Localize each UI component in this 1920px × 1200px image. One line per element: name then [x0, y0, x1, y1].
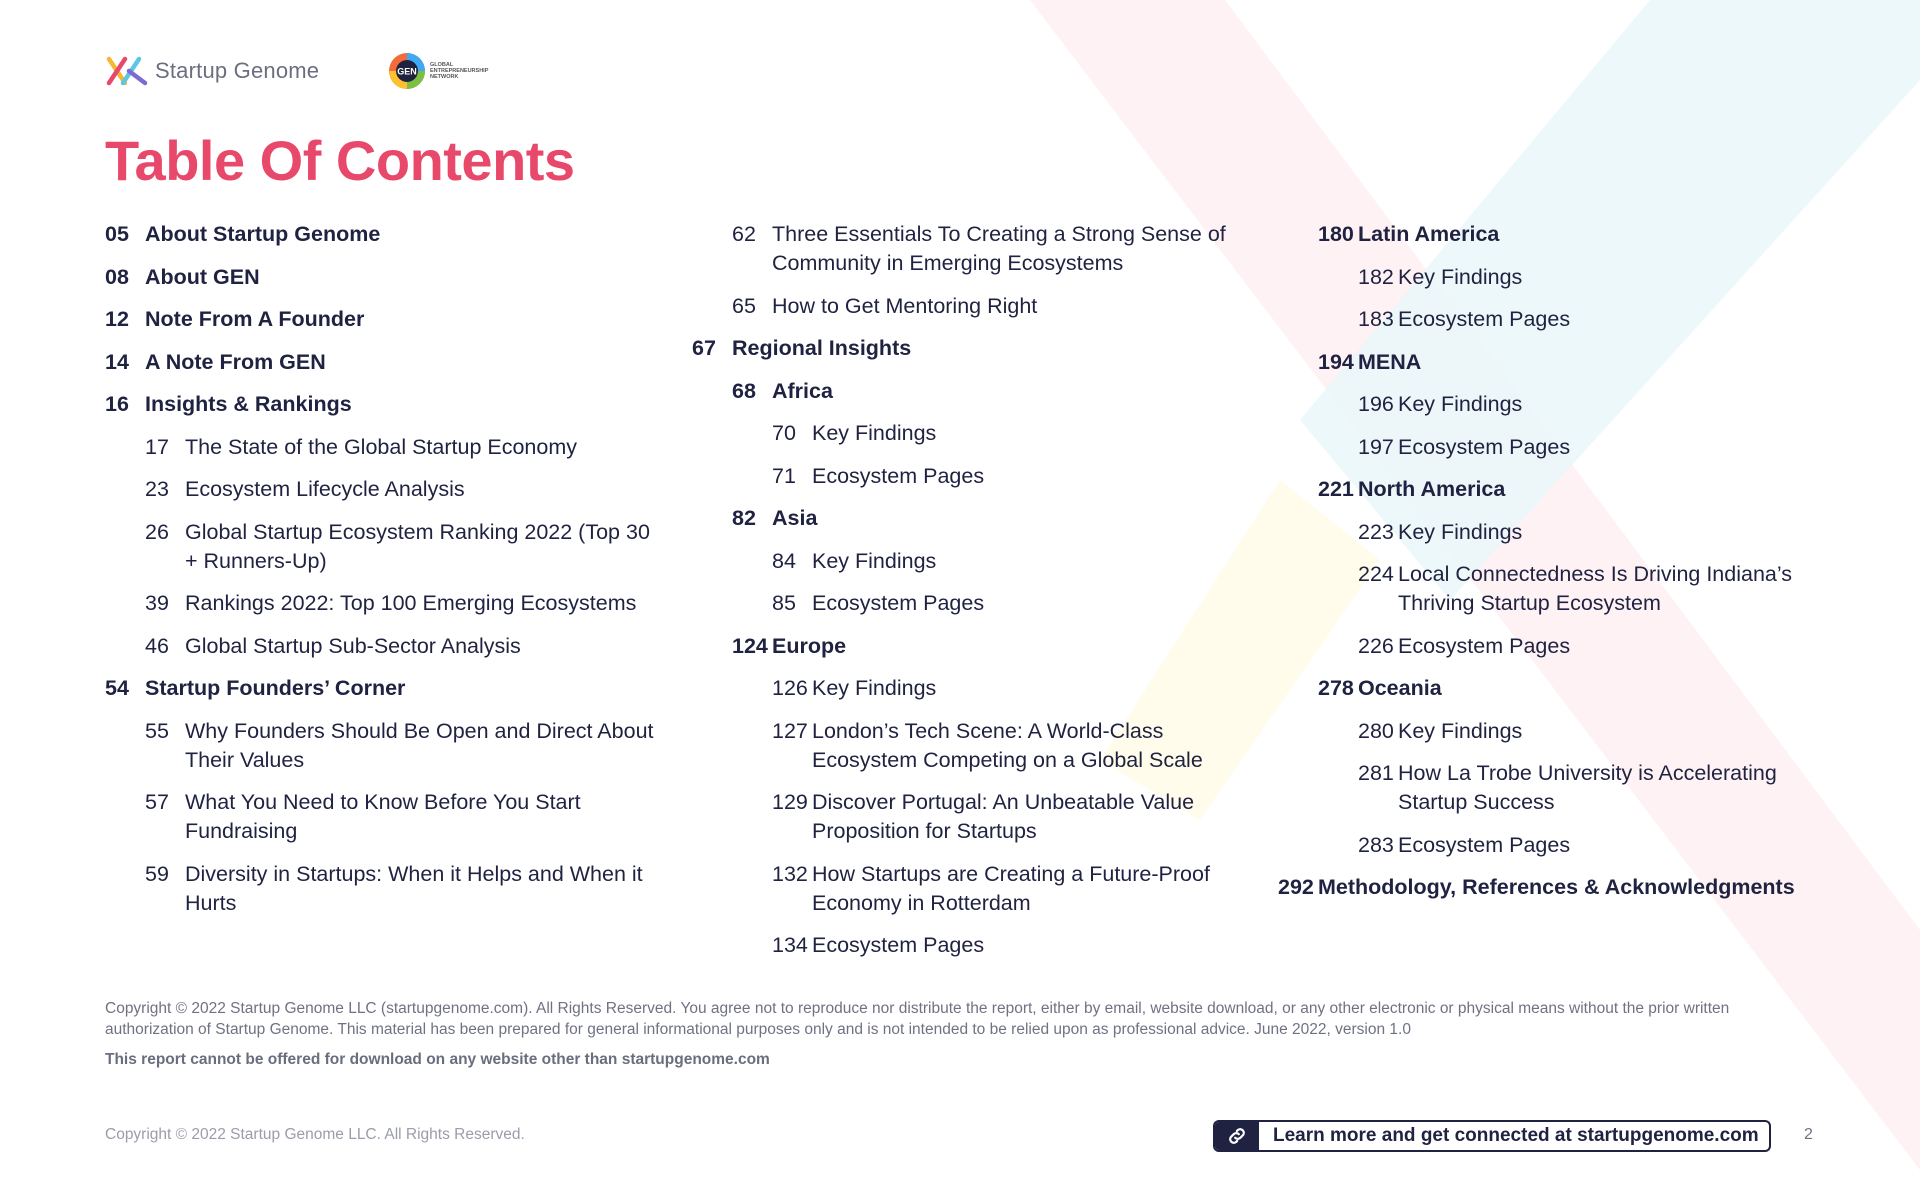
toc-entry[interactable] [692, 717, 1252, 775]
toc-page-number: 278 [1318, 676, 1354, 700]
toc-entry-title: Global Startup Ecosystem Ranking 2022 (Top 30 + Runners-Up) [185, 519, 650, 573]
toc-page-number: 223 [1358, 519, 1394, 544]
toc-page-number: 05 [105, 222, 129, 246]
copyright-text: Copyright © 2022 Startup Genome LLC (startupgenome.com). All Rights Reserved. You agree not to reproduce nor distribute the report, either by email, website download, or any other electronic or physical means without the prior written authorization of Startup Genome. This material has been prepared for general informational purposes only and is not intended to be relied upon as professional advice. June 2022, version 1.0 [105, 1000, 1730, 1038]
toc-entry[interactable] [105, 518, 665, 576]
toc-page-number: 59 [145, 861, 169, 886]
learn-more-link[interactable] [1213, 1120, 1771, 1152]
toc-entry-title: How Startups are Creating a Future-Proof Economy in Rotterdam [812, 861, 1210, 915]
toc-entry[interactable] [692, 547, 1252, 576]
gen-logo-icon [388, 52, 426, 90]
toc-column-2 [692, 220, 1252, 974]
gen-line: GLOBAL [430, 62, 454, 68]
toc-entry[interactable] [1278, 305, 1838, 334]
toc-entry-title: Ecosystem Lifecycle Analysis [185, 477, 465, 501]
toc-page-number: 183 [1358, 307, 1394, 331]
toc-entry[interactable] [1278, 220, 1838, 249]
footer-copyright: Copyright © 2022 Startup Genome LLC. All Rights Reserved. [105, 1126, 525, 1143]
toc-entry-title: Europe [772, 633, 847, 658]
toc-entry[interactable] [692, 292, 1252, 321]
toc-page-number: 82 [732, 506, 756, 530]
toc-page-number: 196 [1358, 392, 1394, 416]
toc-entry-title: Ecosystem Pages [1398, 633, 1571, 658]
toc-entry-title: How La Trobe University is Accelerating Startup Success [1398, 761, 1777, 814]
toc-entry[interactable] [105, 263, 665, 292]
toc-page-number: 129 [772, 790, 808, 814]
toc-entry-title: Rankings 2022: Top 100 Emerging Ecosystems [185, 591, 637, 615]
startup-genome-logo-icon [105, 51, 151, 91]
toc-entry[interactable] [1278, 390, 1838, 419]
brand-wordmark: Startup Genome [155, 58, 320, 83]
toc-page-number: 221 [1318, 477, 1354, 501]
toc-page-number: 14 [105, 349, 129, 374]
toc-entry[interactable] [105, 674, 665, 703]
toc-column-1 [105, 220, 665, 931]
startup-genome-logo [105, 50, 319, 92]
toc-entry[interactable] [692, 632, 1252, 661]
toc-entry-title: Ecosystem Pages [1398, 307, 1571, 331]
gen-badge-text: GEN [397, 66, 417, 77]
toc-entry-title: Asia [772, 506, 818, 530]
toc-page-number: 57 [145, 790, 169, 814]
toc-page-number: 226 [1358, 633, 1394, 658]
toc-entry[interactable] [1278, 518, 1838, 547]
toc-entry[interactable] [692, 419, 1252, 448]
gen-wordmark [430, 62, 500, 80]
toc-entry[interactable] [1278, 433, 1838, 462]
toc-page-number: 127 [772, 718, 808, 743]
toc-entry[interactable] [692, 462, 1252, 491]
toc-entry[interactable] [105, 860, 665, 918]
toc-column-3 [1278, 220, 1838, 916]
page-title: Table Of Contents [105, 129, 575, 192]
toc-entry-title: Key Findings [1398, 519, 1523, 544]
toc-page-number: 281 [1358, 761, 1394, 785]
toc-entry-title: Why Founders Should Be Open and Direct About Their Values [185, 718, 654, 772]
toc-entry[interactable] [105, 220, 665, 249]
toc-entry[interactable] [1278, 475, 1838, 504]
toc-page-number: 126 [772, 676, 808, 700]
toc-entry[interactable] [1278, 873, 1838, 902]
toc-entry-title: MENA [1358, 349, 1422, 374]
toc-page-number: 67 [692, 336, 716, 360]
toc-entry-title: Key Findings [812, 548, 937, 573]
toc-page-number: 85 [772, 591, 796, 615]
toc-page-number: 39 [145, 591, 169, 615]
gen-line: NETWORK [430, 74, 459, 80]
toc-page-number: 46 [145, 633, 169, 658]
toc-entry-title: Three Essentials To Creating a Strong Sense of Community in Emerging Ecosystems [772, 222, 1226, 275]
toc-entry[interactable] [105, 348, 665, 377]
toc-entry-title: Ecosystem Pages [1398, 832, 1571, 857]
toc-entry-title: What You Need to Know Before You Start Fundraising [185, 790, 581, 843]
copyright-notice [105, 998, 1805, 1070]
gen-line: ENTREPRENEURSHIP [430, 68, 489, 74]
toc-entry[interactable] [105, 717, 665, 775]
toc-entry-title: London’s Tech Scene: A World-Class Ecosystem Competing on a Global Scale [812, 718, 1203, 772]
toc-page-number: 12 [105, 307, 129, 331]
toc-entry-title: Discover Portugal: An Unbeatable Value Proposition for Startups [812, 790, 1195, 843]
toc-entry-title: Global Startup Sub-Sector Analysis [185, 633, 521, 658]
toc-entry-title: North America [1358, 477, 1506, 501]
toc-page-number: 283 [1358, 832, 1394, 857]
toc-page-number: 71 [772, 463, 796, 488]
toc-entry[interactable] [1278, 717, 1838, 746]
toc-entry-title: The State of the Global Startup Economy [185, 434, 577, 459]
toc-page-number: 62 [732, 222, 756, 246]
toc-entry[interactable] [105, 589, 665, 618]
toc-entry-title: Methodology, References & Acknowledgments [1318, 875, 1795, 899]
toc-page-number: 23 [145, 477, 169, 501]
toc-entry[interactable] [1278, 674, 1838, 703]
toc-entry[interactable] [692, 931, 1252, 960]
toc-entry[interactable] [692, 589, 1252, 618]
toc-entry-title: Local Connectedness Is Driving Indiana’s Thriving Startup Ecosystem [1398, 562, 1793, 615]
toc-entry[interactable] [692, 377, 1252, 406]
toc-entry[interactable] [105, 475, 665, 504]
learn-more-label: Learn more and get connected at startupgenome.com [1273, 1125, 1759, 1146]
page-number: 2 [1804, 1126, 1813, 1143]
toc-entry[interactable] [105, 632, 665, 661]
toc-entry-title: Ecosystem Pages [812, 933, 985, 957]
toc-page-number: 124 [732, 633, 768, 658]
toc-entry[interactable] [1278, 632, 1838, 661]
toc-entry-title: Ecosystem Pages [1398, 434, 1571, 459]
toc-entry[interactable] [105, 788, 665, 846]
toc-entry-title: Insights & Rankings [145, 392, 352, 416]
toc-page-number: 182 [1358, 264, 1394, 289]
gen-logo [388, 52, 500, 90]
toc-entry-title: Ecosystem Pages [812, 463, 985, 488]
toc-page-number: 84 [772, 548, 796, 573]
toc-entry-title: About Startup Genome [145, 222, 381, 246]
toc-entry-title: Oceania [1358, 676, 1442, 700]
toc-entry[interactable] [1278, 759, 1838, 817]
toc-entry-title: Note From A Founder [145, 307, 365, 331]
toc-entry[interactable] [1278, 831, 1838, 860]
link-icon [1215, 1122, 1259, 1150]
download-notice: This report cannot be offered for download on any website other than startupgenome.com [105, 1051, 770, 1068]
toc-entry-title: Key Findings [1398, 264, 1523, 289]
toc-page-number: 17 [145, 434, 169, 459]
toc-entry[interactable] [105, 305, 665, 334]
toc-entry[interactable] [1278, 263, 1838, 292]
toc-entry-title: Key Findings [1398, 392, 1523, 416]
toc-page-number: 224 [1358, 562, 1394, 586]
toc-entry[interactable] [692, 788, 1252, 846]
toc-entry[interactable] [1278, 348, 1838, 377]
toc-entry-title: About GEN [145, 264, 260, 289]
toc-page-number: 54 [105, 676, 129, 700]
toc-entry[interactable] [692, 674, 1252, 703]
toc-page-number: 65 [732, 293, 756, 318]
toc-entry-title: How to Get Mentoring Right [772, 293, 1038, 318]
toc-page-number: 280 [1358, 718, 1394, 743]
toc-entry-title: Regional Insights [732, 336, 912, 360]
toc-entry-title: Africa [772, 378, 833, 403]
toc-page-number: 132 [772, 861, 808, 886]
toc-page-number: 55 [145, 718, 169, 743]
toc-entry-title: A Note From GEN [145, 349, 326, 374]
toc-entry-title: Key Findings [1398, 718, 1523, 743]
toc-entry-title: Diversity in Startups: When it Helps and When it Hurts [185, 861, 643, 915]
toc-entry-title: Key Findings [812, 676, 937, 700]
toc-page-number: 292 [1278, 875, 1314, 899]
toc-entry[interactable] [692, 334, 1252, 363]
toc-entry[interactable] [692, 504, 1252, 533]
toc-page-number: 68 [732, 378, 756, 403]
toc-entry-title: Startup Founders’ Corner [145, 676, 406, 700]
toc-entry-title: Ecosystem Pages [812, 591, 985, 615]
toc-page-number: 70 [772, 421, 796, 445]
toc-entry-title: Latin America [1358, 222, 1500, 246]
toc-entry[interactable] [692, 860, 1252, 918]
toc-page-number: 180 [1318, 222, 1354, 246]
toc-entry[interactable] [105, 433, 665, 462]
toc-entry-title: Key Findings [812, 421, 937, 445]
toc-page-number: 16 [105, 392, 129, 416]
toc-page-number: 26 [145, 519, 169, 544]
toc-entry[interactable] [692, 220, 1252, 278]
toc-entry[interactable] [105, 390, 665, 419]
toc-entry[interactable] [1278, 560, 1838, 618]
toc-page-number: 194 [1318, 349, 1354, 374]
toc-page-number: 08 [105, 264, 129, 289]
toc-page-number: 197 [1358, 434, 1394, 459]
toc-page-number: 134 [772, 933, 808, 957]
